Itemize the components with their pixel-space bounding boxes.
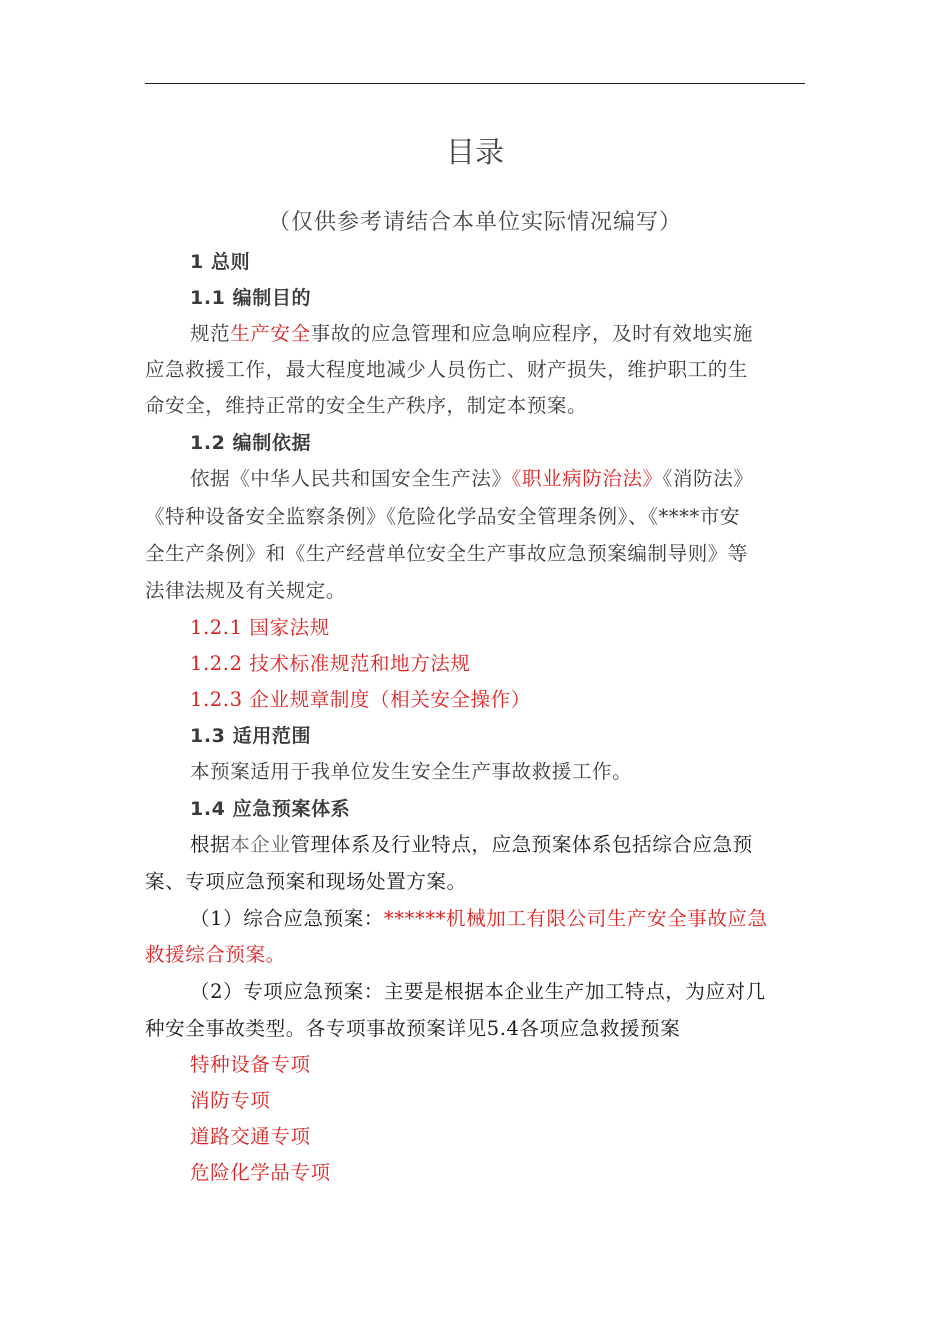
plan-1-line-1 (190, 906, 807, 932)
heading-1-1: 1.1 编制目的 (190, 287, 312, 309)
text: 事故的应急管理和应急响应程序，及时有效地实施 (310, 322, 753, 345)
purpose-line-2: 应急救援工作，最大程度地减少人员伤亡、财产损失，维护职工的生 (145, 358, 749, 381)
heading-1-2: 1.2 编制依据 (190, 432, 312, 454)
text: 规范 (190, 322, 231, 345)
system-line-1 (190, 832, 807, 858)
basis-line-3: 全生产条例》和《生产经营单位安全生产事故应急预案编制导则》等 (145, 542, 749, 565)
purpose-line-3: 命安全，维持正常的安全生产秩序，制定本预案。 (145, 394, 588, 417)
purpose-line-1 (190, 321, 807, 347)
basis-line-2: 《特种设备安全监察条例》《危险化学品安全管理条例》、《****市安 (145, 505, 741, 528)
text: （1）综合应急预案： (190, 907, 384, 930)
text: 根据 (190, 833, 231, 856)
page-subtitle: （仅供参考请结合本单位实际情况编写） (267, 210, 682, 235)
plan-2-line-1: （2）专项应急预案：主要是根据本企业生产加工特点，为应对几 (190, 980, 766, 1003)
heading-1: 1 总则 (190, 251, 251, 273)
header-rule (145, 83, 805, 84)
system-line-2: 案、专项应急预案和现场处置方案。 (145, 870, 467, 893)
plan-1-line-2: 救援综合预案。 (145, 943, 286, 966)
highlight-text: 生产安全 (230, 322, 311, 345)
text: 本企业 (230, 833, 291, 856)
special-item: 道路交通专项 (190, 1125, 311, 1148)
special-item: 危险化学品专项 (190, 1161, 331, 1184)
text: 《消防法》 (662, 467, 754, 490)
heading-1-4: 1.4 应急预案体系 (190, 798, 351, 820)
basis-line-4: 法律法规及有关规定。 (145, 579, 347, 602)
page-title: 目录 (445, 135, 504, 169)
heading-1-2-1: 1.2.1 国家法规 (190, 616, 330, 639)
scope-text: 本预案适用于我单位发生安全生产事故救援工作。 (190, 760, 633, 783)
special-item: 消防专项 (190, 1089, 271, 1112)
text: 依据《中华人民共和国安全生产法》 (190, 467, 512, 490)
text: 管理体系及行业特点，应急预案体系包括综合应急预 (290, 833, 753, 856)
plan-2-line-2: 种安全事故类型。各专项事故预案详见5.4各项应急救援预案 (145, 1017, 681, 1040)
basis-line-1 (190, 466, 807, 492)
highlight-text: ******机械加工有限公司生产安全事故应急 (383, 907, 768, 930)
heading-1-2-2: 1.2.2 技术标准规范和地方法规 (190, 652, 471, 675)
heading-1-3: 1.3 适用范围 (190, 725, 312, 747)
highlight-text: 《职业病防治法》 (511, 467, 663, 490)
special-item: 特种设备专项 (190, 1053, 311, 1076)
heading-1-2-3: 1.2.3 企业规章制度（相关安全操作） (190, 688, 531, 711)
